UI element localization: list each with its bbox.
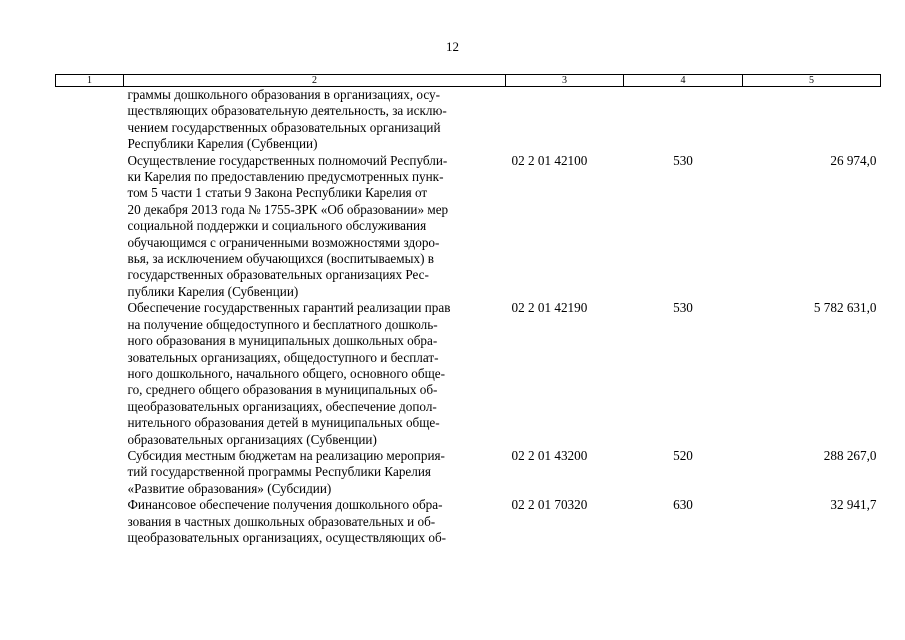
- header-col-5: 5: [743, 75, 881, 87]
- row-expense-type: 520: [673, 447, 693, 463]
- row-name: Финансовое обеспечение получения дошкольного обра- зования в частных дошкольных образовательных и об- щеобразовательных организациях, осуществляющих об-: [127, 497, 447, 545]
- header-col-3: 3: [506, 75, 624, 87]
- row-spacer: [56, 153, 124, 301]
- row-sum: 32 941,7: [830, 497, 877, 513]
- table-row: [56, 497, 881, 546]
- row-name: Обеспечение государственных гарантий реализации прав на получение общедоступного и бесплатного дошколь- ного образования в муниципальных дошкольных обра- зовательных организациях, общедоступного и бесплат- ного дошкольного, начального общего, основного обще- го, среднего общего образования в муниципальных об- щеобразовательных организациях, обеспечение допол- нительного образования детей в муниципальных обще- образовательных организациях (Субвенции): [127, 300, 451, 447]
- row-code: 02 2 01 42190: [511, 300, 588, 316]
- header-row: [56, 75, 881, 87]
- table-row: [56, 153, 881, 301]
- page-number: 12: [446, 39, 459, 54]
- header-col-4: 4: [624, 75, 743, 87]
- table-row: [56, 87, 881, 153]
- row-expense-type: 630: [673, 497, 693, 513]
- row-spacer: [56, 497, 124, 546]
- row-sum: 288 267,0: [823, 447, 877, 463]
- row-sum: 26 974,0: [830, 152, 877, 168]
- row-name: Осуществление государственных полномочий Республи- ки Карелия по предоставлению предусмотренных пунк- том 5 части 1 статьи 9 Закона Республики Карелия от 20 декабря 2013 года № 1755-ЗРК «Об образовании» мер социальной поддержки и социального обслуживания обучающимся с ограниченными возможностями здоро- вья, за исключением обучающихся (воспитываемых) в государственных образовательных организациях Рес- публики Карелия (Субвенции): [127, 152, 449, 299]
- row-spacer: [56, 87, 124, 153]
- header-col-2: 2: [124, 75, 506, 87]
- row-code: 02 2 01 70320: [511, 497, 588, 513]
- row-expense-type: 530: [673, 300, 693, 316]
- row-spacer: [56, 300, 124, 448]
- budget-table: [55, 74, 881, 546]
- row-code: 02 2 01 43200: [511, 447, 588, 463]
- table-header: [56, 75, 881, 87]
- row-expense-type: 530: [673, 152, 693, 168]
- header-col-1: 1: [56, 75, 124, 87]
- row-name: Субсидия местным бюджетам на реализацию мероприя- тий государственной программы Республики Карелия «Развитие образования» (Субсидии): [127, 447, 445, 496]
- row-spacer: [56, 448, 124, 497]
- row-code: 02 2 01 42100: [511, 152, 588, 168]
- row-name: граммы дошкольного образования в организациях, осу- ществляющих образовательную деятельность, за исклю- чением государственных образовательных организаций Республики Карелия (Субвенции): [127, 87, 447, 152]
- row-sum: 5 782 631,0: [813, 300, 877, 316]
- table-row: [56, 300, 881, 448]
- table-body: [56, 87, 881, 547]
- table-row: [56, 448, 881, 497]
